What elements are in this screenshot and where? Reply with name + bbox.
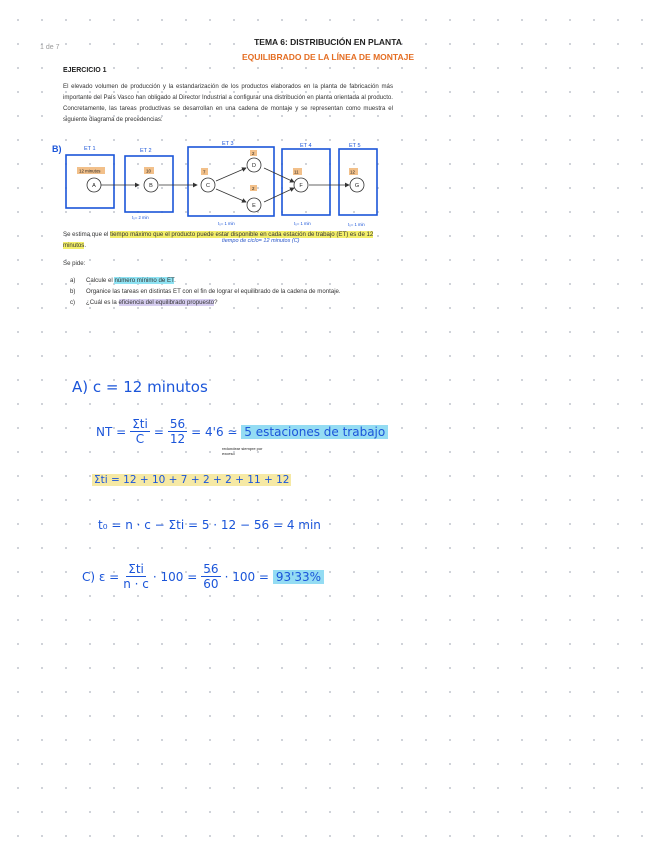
cycle-time-paragraph: Se estima que el tiempo máximo que el producto puede estar disponible en cada estación de trabajo (ET) es de 12 minutos. xyxy=(63,231,374,249)
svg-text:B: B xyxy=(149,183,153,189)
hand-idle-line: t₀ = n · c − Σti = 5 · 12 − 56 = 4 min xyxy=(98,518,321,532)
hand-sum-line: Σti = 12 + 10 + 7 + 2 + 2 + 11 + 12 xyxy=(94,474,290,486)
question-c: c) ¿Cuál es la eficiencia del equilibrado propuesto? xyxy=(70,299,218,306)
precedence-diagram xyxy=(50,138,395,233)
task-time-A: 12 minutos xyxy=(79,168,101,174)
task-time-B: 10 xyxy=(146,168,151,174)
page-title: TEMA 6: DISTRIBUCIÓN EN PLANTA xyxy=(254,37,402,47)
exercise-title: EJERCICIO 1 xyxy=(63,67,107,74)
task-time-E: 2 xyxy=(252,186,255,191)
hand-rounding-note: redondear siempre por exceso xyxy=(222,446,263,456)
cycle-time-highlight: tiempo máximo que el producto puede estar disponible en cada estación de trabajo (ET) es de 12 minutos xyxy=(63,231,374,249)
station-label-1: ET 1 xyxy=(84,146,96,152)
station-label-4: ET 4 xyxy=(300,143,312,149)
svg-text:E: E xyxy=(252,203,256,209)
se-pide-label: Se pide: xyxy=(63,260,86,267)
hand-nt-equation: NT = $\frac{\text{Σti}}{C}$ = $\frac{56}{12}$ = 4'6 ≃ 5 estaciones de trabajo xyxy=(96,418,388,445)
diagram-label-b: B) xyxy=(52,144,62,154)
svg-text:C: C xyxy=(206,183,210,189)
svg-text:F: F xyxy=(299,183,303,189)
idle-note-4: t₀= 1 min xyxy=(294,221,311,226)
nt-result-highlight: 5 estaciones de trabajo xyxy=(241,425,388,439)
task-time-D: 2 xyxy=(252,151,255,156)
svg-text:D: D xyxy=(252,163,256,169)
questions-list xyxy=(70,276,395,309)
station-label-5: ET 5 xyxy=(349,143,361,149)
svg-text:G: G xyxy=(354,183,360,189)
idle-note-3: t₀= 1 min xyxy=(218,221,235,226)
task-time-C: 7 xyxy=(203,169,206,175)
efficiency-result-highlight: 93'33% xyxy=(273,570,324,584)
task-time-F: 11 xyxy=(294,169,299,175)
idle-note-5: t₀= 1 min xyxy=(348,222,365,227)
page-subtitle: EQUILIBRADO DE LA LÍNEA DE MONTAJE xyxy=(241,52,415,62)
hand-a-heading: A) c = 12 minutos xyxy=(72,378,208,396)
task-time-G: 12 xyxy=(350,169,355,175)
hand-efficiency-equation: C) ε = $\frac{\text{Σti}}{n \cdot c}$ · 100 = $\frac{56}{60}$ · 100 = 93'33% xyxy=(82,563,324,590)
question-a: a) Calcule el número mínimo de ET. xyxy=(70,277,176,284)
page-counter: 1 de 7 xyxy=(40,44,60,51)
question-b: b) Organice las tareas en distintas ET con el fin de lograr el equilibrado de la cadena de montaje. xyxy=(70,288,341,295)
svg-text:A: A xyxy=(92,183,96,189)
idle-note-2: t₀= 2 min xyxy=(132,215,149,220)
station-label-2: ET 2 xyxy=(140,148,152,154)
station-label-3: ET 3 xyxy=(222,141,234,147)
cycle-time-hand-note: tiempo de ciclo= 12 minutos (C) xyxy=(222,238,300,244)
intro-paragraph: El elevado volumen de producción y la estandarización de los productos elaborados en la planta de fabricación más importante del País Vasco han obligado al Director Industrial a configurar una distribución en planta orientada al producto. Concretamente, las tareas productivas se desarrollan en una cadena de montaje y se representan como muestra el siguiente diagrama de precedencias: xyxy=(63,83,393,123)
